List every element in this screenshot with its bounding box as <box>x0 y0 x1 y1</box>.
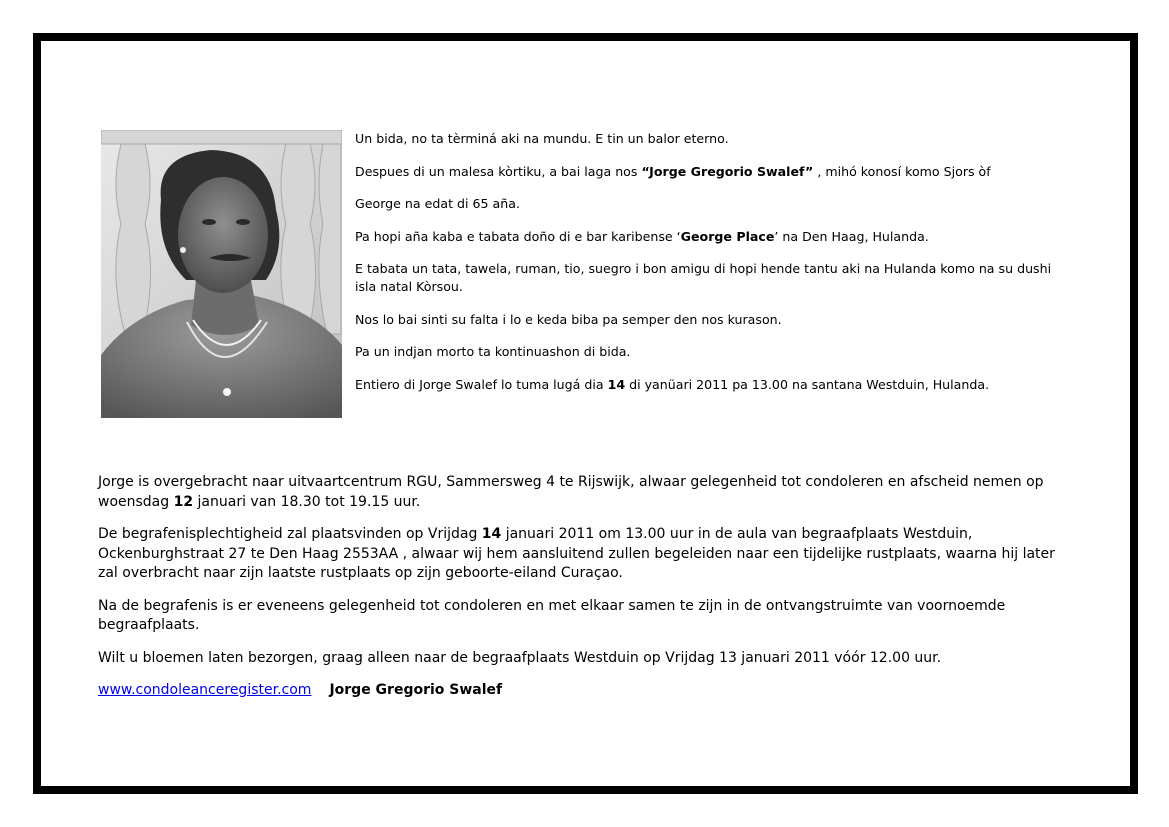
deceased-name: “Jorge Gregorio Swalef” <box>641 163 814 179</box>
text-span: Jorge is overgebracht naar uitvaartcentrum RGU, Sammersweg 4 te Rijswijk, alwaar gelegenheid tot condoleren en afscheid nemen op woensdag <box>98 474 1044 510</box>
condolence-register-link[interactable]: www.condoleanceregister.com <box>98 682 312 698</box>
nl-paragraph-2 <box>98 525 1068 584</box>
text-span: Despues di un malesa kòrtiku, a bai laga nos <box>355 163 642 179</box>
signature-name: Jorge Gregorio Swalef <box>329 682 503 698</box>
text-span: Entiero di Jorge Swalef lo tuma lugá dia <box>355 376 608 392</box>
text-span: di yanüari 2011 pa 13.00 na santana Westduin, Hulanda. <box>625 376 990 392</box>
text-span: januari 2011 om 13.00 uur in de aula van begraafplaats Westduin, Ockenburghstraat 27 te Den Haag 2553AA , alwaar wij hem aansluitend zullen begeleiden naar een tijdelijke rustplaats, waarna hij later zal overbracht naar zijn laatste rustplaats op zijn geboorte-eiland Curaçao. <box>98 526 1055 581</box>
pap-paragraph-6: Nos lo bai sinti su falta i lo e keda biba pa semper den nos kurason. <box>355 311 782 327</box>
papiamentu-text <box>355 130 1055 408</box>
pap-paragraph-8 <box>355 376 1055 394</box>
text-span: januari van 18.30 tot 19.15 uur. <box>193 493 421 510</box>
funeral-day: 14 <box>607 376 626 392</box>
pap-paragraph-5: E tabata un tata, tawela, ruman, tio, suegro i bon amigu di hopi hende tantu aki na Hulanda komo na su dushi isla natal Kòrsou. <box>355 261 1052 294</box>
portrait-photo <box>101 130 342 418</box>
funeral-day: 14 <box>481 526 502 542</box>
nl-paragraph-1 <box>98 473 1068 512</box>
pap-paragraph-7: Pa un indjan morto ta kontinuashon di bida. <box>355 344 631 359</box>
text-span: , mihó konosí komo Sjors òf <box>813 163 991 179</box>
bar-name: George Place <box>680 228 775 244</box>
pap-paragraph-3: George na edat di 65 aña. <box>355 196 520 211</box>
footer-line <box>98 681 1068 701</box>
pap-paragraph-1: Un bida, no ta tèrminá aki na mundu. E tin un balor eterno. <box>355 131 729 146</box>
text-span: De begrafenisplechtigheid zal plaatsvinden op Vrijdag <box>98 526 482 542</box>
condolence-day: 12 <box>173 493 194 510</box>
dutch-text <box>98 473 1068 714</box>
pap-paragraph-2 <box>355 163 1055 181</box>
text-span: Pa hopi aña kaba e tabata doño di e bar karibense ‘ <box>355 228 681 244</box>
pap-paragraph-4 <box>355 228 1055 246</box>
text-span: ’ na Den Haag, Hulanda. <box>774 228 929 244</box>
nl-paragraph-4: Wilt u bloemen laten bezorgen, graag alleen naar de begraafplaats Westduin op Vrijdag 13 januari 2011 vóór 12.00 uur. <box>98 649 942 666</box>
nl-paragraph-3: Na de begrafenis is er eveneens gelegenheid tot condoleren en met elkaar samen te zijn in de ontvangstruimte van voornoemde begraafplaats. <box>98 597 1006 633</box>
